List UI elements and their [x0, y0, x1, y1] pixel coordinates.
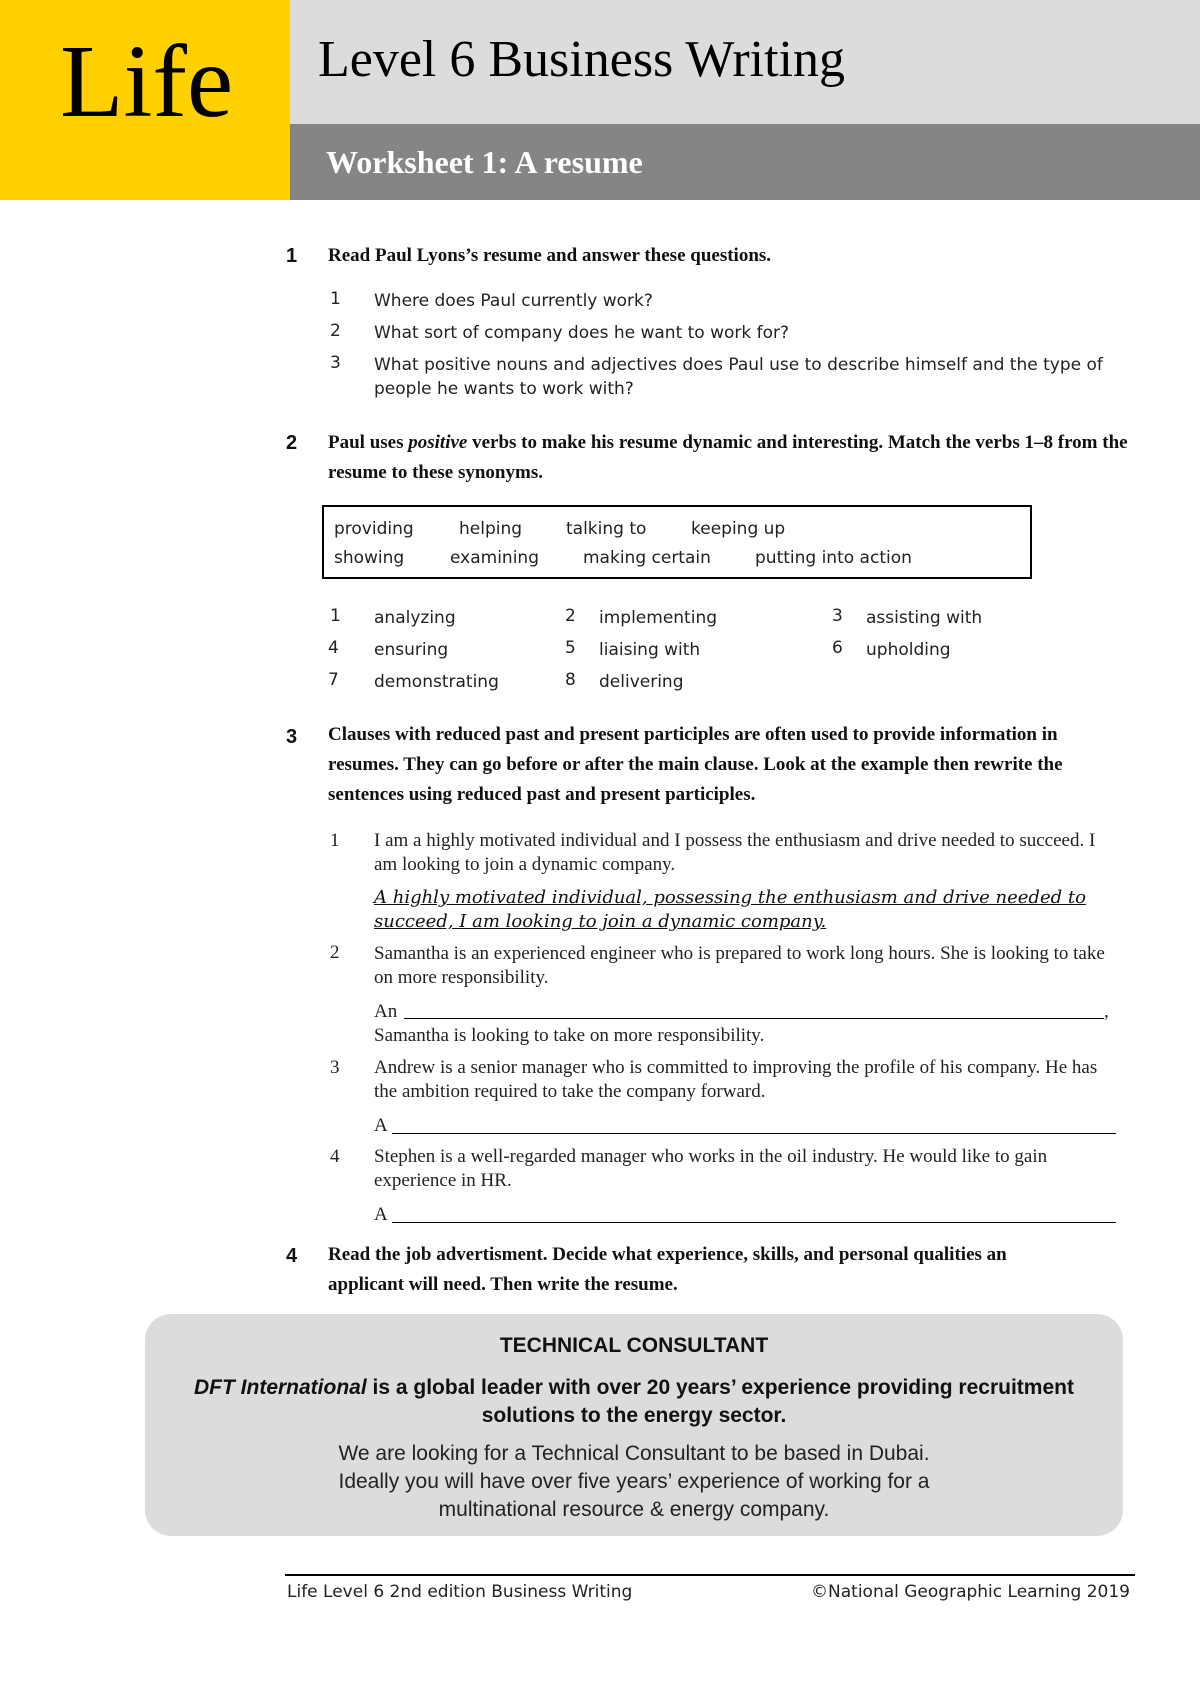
q3-answer-start: A: [374, 1204, 388, 1225]
synonym-word: keeping up: [691, 519, 786, 539]
q3-answer-start: An: [374, 1001, 398, 1022]
q1-item-number: 3: [330, 353, 341, 373]
verb-number: 6: [832, 638, 843, 658]
answer-line[interactable]: [392, 1222, 1116, 1223]
q3-answer-tail: Samantha is looking to take on more responsibility.: [374, 1025, 765, 1046]
brand-logo: Life: [60, 24, 234, 139]
brand-block: [0, 0, 290, 200]
q4-prompt: Read the job advertisment. Decide what experience, skills, and personal qualities an applicant will need. Then write the resume.: [328, 1244, 1007, 1295]
answer-line[interactable]: [404, 1018, 1104, 1019]
verb-text: upholding: [866, 640, 951, 660]
q4-number: 4: [286, 1245, 298, 1267]
job-advert: [145, 1314, 1123, 1536]
advert-body-line: multinational resource & energy company.: [438, 1498, 830, 1521]
advert-body-line: Ideally you will have over five years’ experience of working for a: [338, 1470, 930, 1493]
verb-text: ensuring: [374, 640, 449, 660]
q1-item-text: Where does Paul currently work?: [374, 291, 653, 311]
synonym-word: examining: [450, 548, 539, 568]
title-band: [290, 0, 1200, 124]
verb-number: 5: [565, 638, 576, 658]
q3-item-number: 2: [330, 942, 340, 963]
synonym-box: [322, 505, 1032, 579]
q3-item-text: Andrew is a senior manager who is committed to improving the profile of his company. He has the ambition required to take the company forward.: [374, 1057, 1098, 1102]
synonym-word: making certain: [583, 548, 711, 568]
footer-divider: [285, 1574, 1135, 1576]
q1-number: 1: [286, 245, 298, 267]
verb-number: 1: [330, 606, 341, 626]
verb-number: 2: [565, 606, 576, 626]
q3-item-text: Samantha is an experienced engineer who is prepared to work long hours. She is looking to take on more responsibility.: [374, 943, 1105, 988]
verb-text: assisting with: [866, 608, 983, 628]
q2-number: 2: [286, 432, 298, 454]
advert-lead: DFT International is a global leader with over 20 years’ experience providing recruitment solutions to the energy sector.: [194, 1376, 1074, 1427]
page-title: Level 6 Business Writing: [318, 31, 846, 88]
q3-example-answer: A highly motivated individual, possessing the enthusiasm and drive needed to succeed, I am looking to join a dynamic company.: [374, 887, 1086, 932]
subtitle-band: [290, 124, 1200, 200]
q1-item-text: What sort of company does he want to work for?: [374, 323, 790, 343]
q3-item-number: 3: [330, 1057, 340, 1078]
verb-number: 3: [832, 606, 843, 626]
verb-text: delivering: [599, 672, 684, 692]
advert-body: [145, 1440, 1123, 1524]
q3-item-text: Stephen is a well-regarded manager who works in the oil industry. He would like to gain experience in HR.: [374, 1146, 1048, 1191]
verb-number: 8: [565, 670, 576, 690]
verb-text: liaising with: [599, 640, 701, 660]
q2-prompt-emphasis: positive: [408, 432, 468, 453]
footer-copyright: ©National Geographic Learning 2019: [811, 1582, 1130, 1602]
answer-line[interactable]: [392, 1133, 1116, 1134]
verb-text: demonstrating: [374, 672, 499, 692]
q3-prompt: Clauses with reduced past and present participles are often used to provide information in resumes. They can go before or after the main clause. Look at the example then rewrite the sentences using reduced past and present participles.: [328, 724, 1063, 805]
verb-number: 4: [328, 638, 339, 658]
q3-item-number: 1: [330, 830, 340, 851]
advert-company: DFT International: [194, 1376, 367, 1399]
q3-item-text: I am a highly motivated individual and I possess the enthusiasm and drive needed to succeed. I am looking to join a dynamic company.: [374, 830, 1096, 875]
q1-item-text: What positive nouns and adjectives does Paul use to describe himself and the type of people he wants to work with?: [374, 355, 1103, 399]
q1-prompt: Read Paul Lyons’s resume and answer these questions.: [328, 245, 772, 266]
q3-item-number: 4: [330, 1146, 340, 1167]
q3-answer-start: A: [374, 1115, 388, 1136]
footer-edition: Life Level 6 2nd edition Business Writing: [287, 1582, 633, 1602]
advert-heading: TECHNICAL CONSULTANT: [499, 1334, 769, 1357]
q1-item-number: 2: [330, 321, 341, 341]
answer-comma: ,: [1104, 1001, 1109, 1022]
verb-number: 7: [328, 670, 339, 690]
verb-text: implementing: [599, 608, 718, 628]
verb-text: analyzing: [374, 608, 456, 628]
advert-body-line: We are looking for a Technical Consultant to be based in Dubai.: [338, 1442, 930, 1465]
q3-number: 3: [286, 726, 298, 748]
synonym-word: talking to: [566, 519, 647, 539]
q2-prompt: Paul uses positive verbs to make his resume dynamic and interesting. Match the verbs 1–8 from the resume to these synonyms.: [328, 432, 1128, 483]
synonym-word: putting into action: [755, 548, 912, 568]
q1-item-number: 1: [330, 289, 341, 309]
worksheet-title: Worksheet 1: A resume: [326, 144, 643, 180]
synonym-word: showing: [334, 548, 405, 568]
synonym-word: helping: [459, 519, 523, 539]
synonym-word: providing: [334, 519, 414, 539]
